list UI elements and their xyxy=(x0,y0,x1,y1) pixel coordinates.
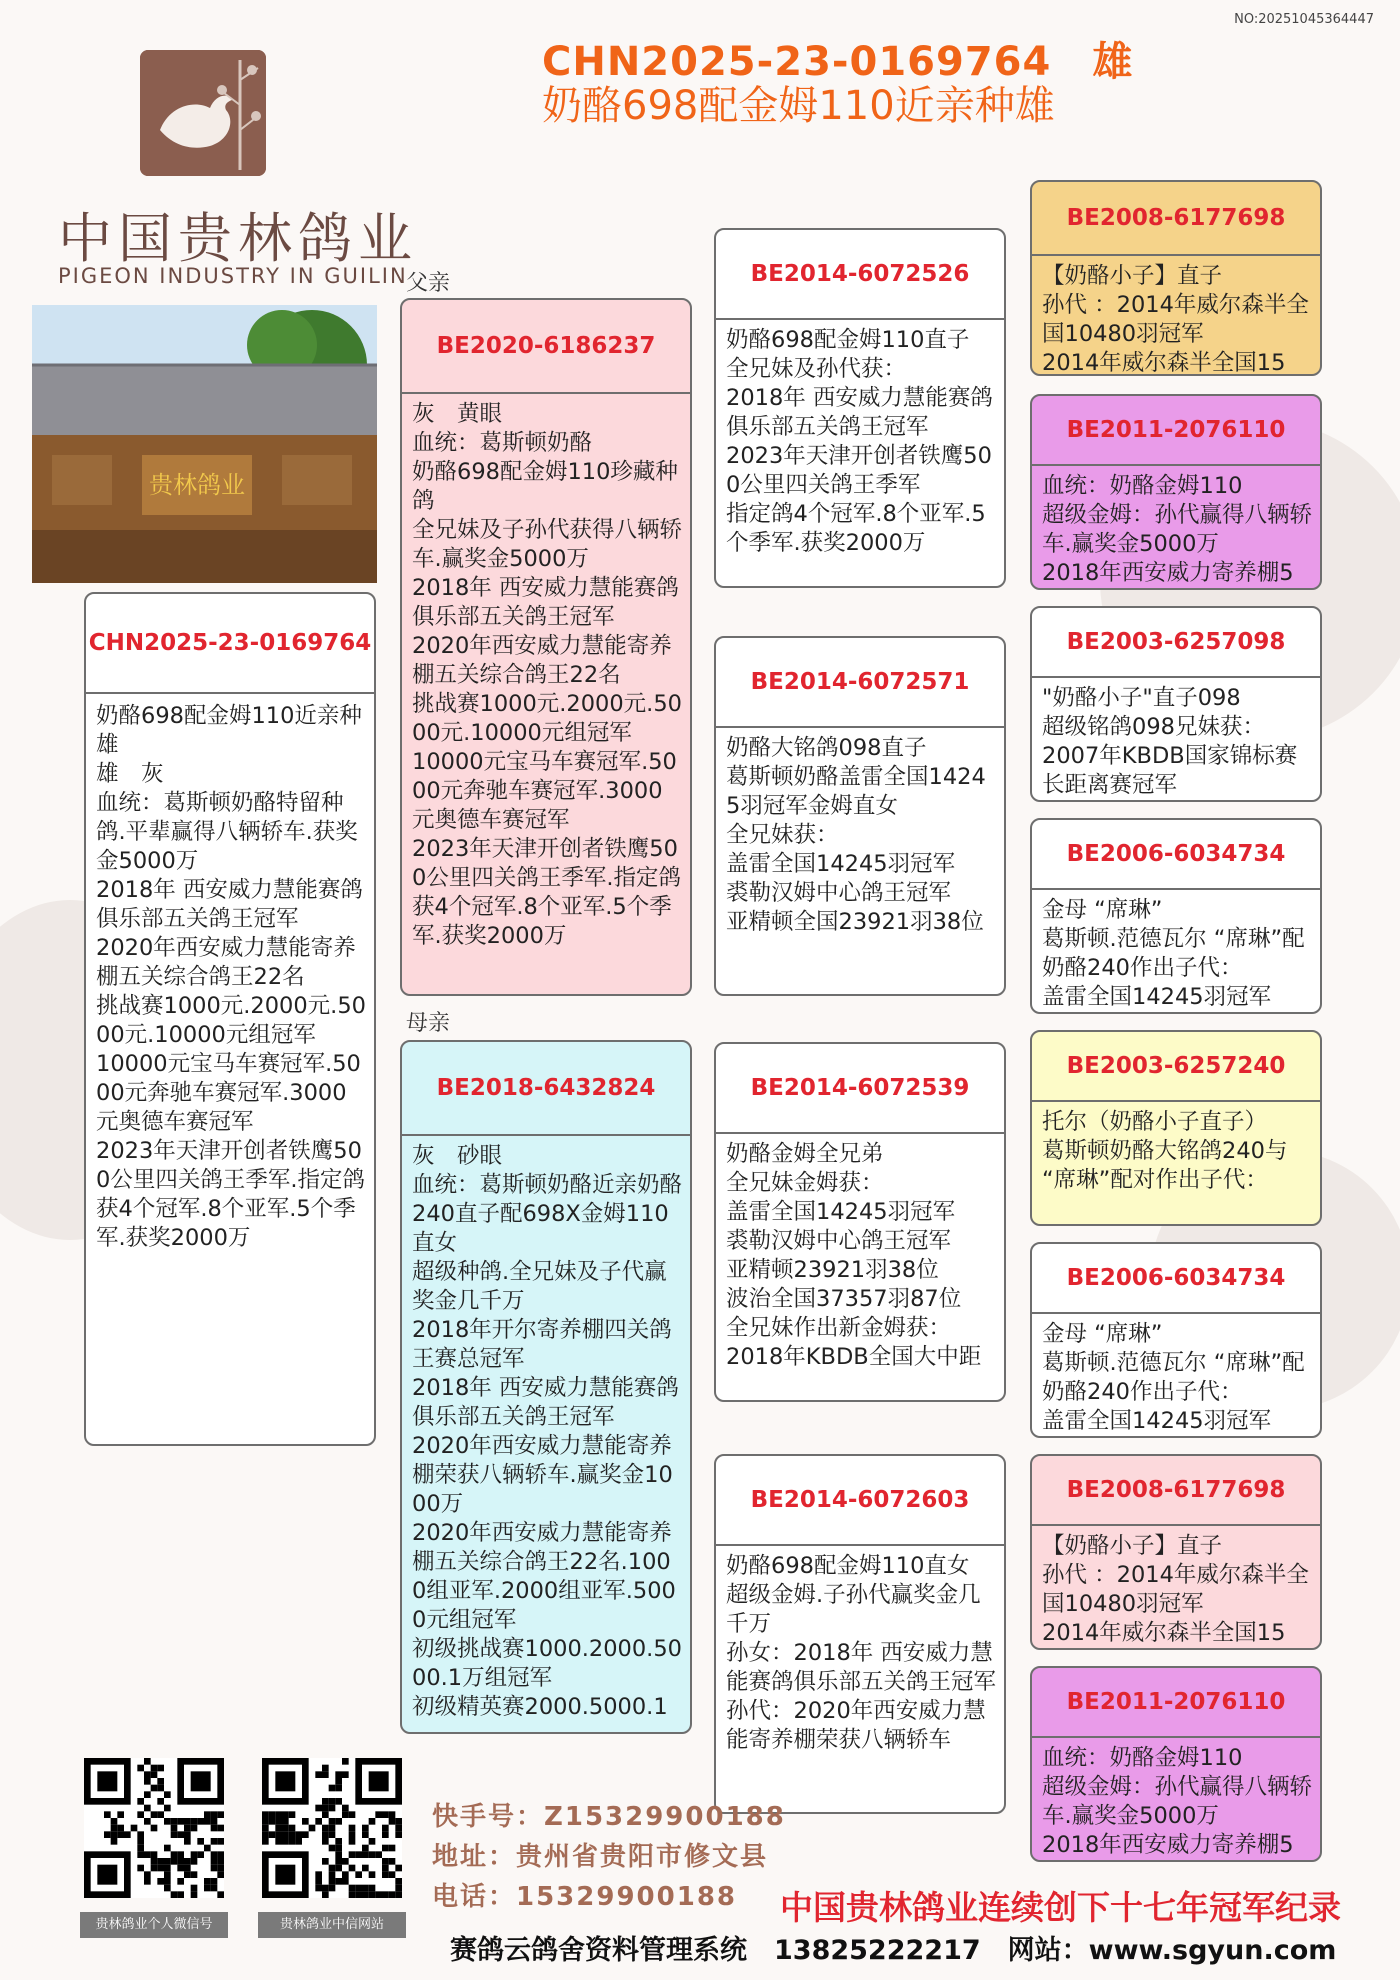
grandparent-text: 奶酪金姆全兄弟 全兄妹金姆获： 盖雷全国14245羽冠军 裘勒汉姆中心鸽王冠军 亚精顿23921羽38位 波治全国37357羽87位 全兄妹作出新金姆获： 2018年KBDB全国大中距 xyxy=(726,1141,982,1370)
great-grandparent-card xyxy=(1030,606,1322,802)
great-grandparent-ring: BE2006-6034734 xyxy=(1032,820,1320,890)
great-grandparent-text: 金母 “席琳” 葛斯顿.范德瓦尔 “席琳”配奶酪240作出子代： 盖雷全国14245羽冠军 xyxy=(1042,897,1305,1010)
logo-text-cn: 中国贵林鸽业 xyxy=(58,207,418,270)
great-grandparent-text: 【奶酪小子】直子 孙代 ：2014年威尔森半全国10480羽冠军 2014年威尔森半全国15 xyxy=(1042,1533,1309,1646)
grandparent-text: 奶酪大铭鸽098直子 葛斯顿奶酪盖雷全国14245羽冠军金姆直女 全兄妹获： 盖雷全国14245羽冠军 裘勒汉姆中心鸽王冠军 亚精顿全国23921羽38位 xyxy=(726,735,986,935)
great-grandparent-text: 血统：奶酪金姆110 超级金姆：孙代赢得八辆轿车.赢奖金5000万 2018年西安威力寄养棚5 xyxy=(1042,1745,1313,1858)
great-grandparent-card xyxy=(1030,1030,1322,1226)
great-grandparent-ring: BE2011-2076110 xyxy=(1032,1668,1320,1738)
grandparent-text: 奶酪698配金姆110直女 超级金姆.子孙代赢奖金几千万 孙女：2018年 西安威力慧能赛鸽俱乐部五关鸽王冠军 孙代：2020年西安威力慧能寄养棚荣获八辆轿车 xyxy=(726,1553,997,1753)
kuaishou-id: 快手号：Z15329900188 xyxy=(432,1802,786,1832)
father-text: 灰 黄眼 血统：葛斯顿奶酪 奶酪698配金姆110珍藏种鸽 全兄妹及子孙代获得八辆轿车.赢奖金5000万 2018年 西安威力慧能赛鸽俱乐部五关鸽王冠军 2020年西安威力慧能寄养棚五关综合鸽王22名 挑战赛1000元.2000元.5000元.10000元组冠军 10000元宝马车赛冠军.5000元奔驰车赛冠军.3000元奥德车赛冠军 2023年天津开创者铁鹰500公里四关鸽王季军.指定鸽获4个冠军.8个亚军.5个季军.获奖2000万 xyxy=(412,401,683,949)
great-grandparent-ring: BE2003-6257240 xyxy=(1032,1032,1320,1102)
grandparent-card xyxy=(714,636,1006,996)
great-grandparent-card xyxy=(1030,1666,1322,1862)
great-grandparent-card xyxy=(1030,818,1322,1014)
qr-caption: 贵林鸽业中信网站 xyxy=(258,1912,406,1938)
great-grandparent-text: 托尔（奶酪小子直子） 葛斯顿奶酪大铭鸽240与 “席琳”配对作出子代： xyxy=(1042,1109,1288,1193)
grandparent-ring: BE2014-6072539 xyxy=(716,1044,1004,1134)
grandparent-text: 奶酪698配金姆110直子 全兄妹及孙代获： 2018年 西安威力慧能赛鸽俱乐部五关鸽王冠军 2023年天津开创者铁鹰500公里四关鸽王季军 指定鸽4个冠军.8个亚军.5个季军.获奖2000万 xyxy=(726,327,993,556)
great-grandparent-ring: BE2008-6177698 xyxy=(1032,182,1320,256)
logo-bird-icon xyxy=(140,50,266,176)
great-grandparent-ring: BE2008-6177698 xyxy=(1032,1456,1320,1526)
father-card xyxy=(400,298,692,996)
phone: 电话：15329900188 xyxy=(432,1882,737,1912)
grandparent-ring: BE2014-6072571 xyxy=(716,638,1004,728)
mother-label: 母亲 xyxy=(406,1011,451,1036)
grandparent-card xyxy=(714,1042,1006,1402)
great-grandparent-text: "奶酪小子"直子098 超级铭鸽098兄妹获： 2007年KBDB国家锦标赛长距离赛冠军 xyxy=(1042,685,1298,798)
grandparent-ring: BE2014-6072526 xyxy=(716,230,1004,320)
qr-caption: 贵林鸽业个人微信号 xyxy=(80,1912,228,1938)
subject-card xyxy=(84,592,376,1446)
subject-text: 奶酪698配金姆110近亲种雄 雄 灰 血统：葛斯顿奶酪特留种鸽.平辈赢得八辆轿车.获奖金5000万 2018年 西安威力慧能赛鸽俱乐部五关鸽王冠军 2020年西安威力慧能寄养棚五关综合鸽王22名 挑战赛1000元.2000元.5000元.10000元组冠军 10000元宝马车赛冠军.5000元奔驰车赛冠军.3000元奥德车赛冠军 2023年天津开创者铁鹰500公里四关鸽王季军.指定鸽获4个冠军.8个亚军.5个季军.获奖2000万 xyxy=(96,703,366,1251)
great-grandparent-card xyxy=(1030,180,1322,376)
mother-text: 灰 砂眼 血统：葛斯顿奶酪近亲奶酪240直子配698X金姆110直女 超级种鸽.全兄妹及子代赢奖金几千万 2018年开尔寄养棚四关鸽王赛总冠军 2018年 西安威力慧能赛鸽俱乐部五关鸽王冠军 2020年西安威力慧能寄养棚荣获八辆轿车.赢奖金1000万 2020年西安威力慧能寄养棚五关综合鸽王22名.1000组亚军.2000组亚军.5000元组冠军 初级挑战赛1000.2000.5000.1万组冠军 初级精英赛2000.5000.1 xyxy=(412,1143,683,1720)
page-title-ring: CHN2025-23-0169764 雄 xyxy=(542,39,1134,85)
great-grandparent-text: 金母 “席琳” 葛斯顿.范德瓦尔 “席琳”配奶酪240作出子代： 盖雷全国14245羽冠军 xyxy=(1042,1321,1305,1434)
page-title-name: 奶酪698配金姆110近亲种雄 xyxy=(542,83,1055,129)
grandparent-card xyxy=(714,228,1006,588)
father-ring: BE2020-6186237 xyxy=(402,300,690,394)
loft-photo xyxy=(32,305,377,583)
grandparent-ring: BE2014-6072603 xyxy=(716,1456,1004,1546)
loft-sign: 贵林鸽业 xyxy=(149,471,245,499)
footer-info: 赛鸽云鸽舍资料管理系统 13825222217 网站：www.sgyun.com xyxy=(450,1935,1337,1966)
great-grandparent-text: 【奶酪小子】直子 孙代 ：2014年威尔森半全国10480羽冠军 2014年威尔森半全国15 xyxy=(1042,263,1309,376)
grandparent-card xyxy=(714,1454,1006,1814)
father-label: 父亲 xyxy=(406,271,451,296)
address: 地址：贵州省贵阳市修文县 xyxy=(432,1842,769,1872)
subject-ring: CHN2025-23-0169764 xyxy=(86,594,374,694)
great-grandparent-ring: BE2003-6257098 xyxy=(1032,608,1320,678)
logo-text-en: PIGEON INDUSTRY IN GUILIN xyxy=(58,264,408,288)
great-grandparent-text: 血统：奶酪金姆110 超级金姆：孙代赢得八辆轿车.赢奖金5000万 2018年西安威力寄养棚5 xyxy=(1042,473,1313,586)
great-grandparent-ring: BE2006-6034734 xyxy=(1032,1244,1320,1314)
mother-ring: BE2018-6432824 xyxy=(402,1042,690,1136)
document-number: NO:20251045364447 xyxy=(1234,12,1374,27)
website-qr-code[interactable] xyxy=(262,1758,402,1898)
great-grandparent-card xyxy=(1030,394,1322,590)
slogan: 中国贵林鸽业连续创下十七年冠军纪录 xyxy=(780,1888,1341,1927)
mother-card xyxy=(400,1040,692,1734)
great-grandparent-card xyxy=(1030,1242,1322,1438)
wechat-qr-code[interactable] xyxy=(84,1758,224,1898)
great-grandparent-card xyxy=(1030,1454,1322,1650)
great-grandparent-ring: BE2011-2076110 xyxy=(1032,396,1320,466)
